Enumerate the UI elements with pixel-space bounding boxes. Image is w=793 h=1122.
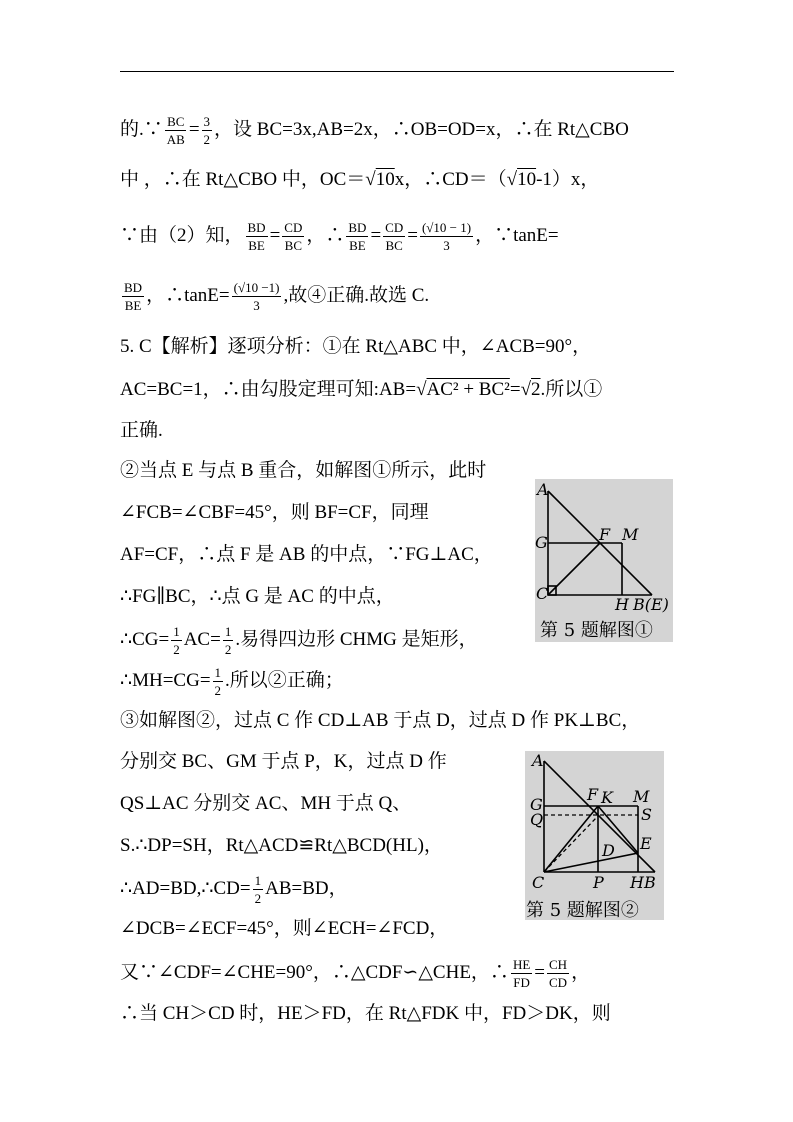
text-line-11: ∴FG∥BC，∴点 G 是 AC 的中点， bbox=[120, 586, 395, 607]
label-s: S bbox=[641, 805, 652, 824]
fraction: $\frac{1}{2}$ bbox=[224, 624, 232, 657]
label-a: A bbox=[537, 480, 549, 499]
fraction: $\frac{BD}{BE}$ bbox=[124, 280, 143, 313]
label-k: K bbox=[601, 788, 613, 807]
label-c: C bbox=[536, 584, 549, 603]
label-b: B(E) bbox=[633, 595, 669, 614]
label-f: F bbox=[599, 525, 611, 544]
text-line-1: 的.∵ $\frac{BC}{AB}$ = $\frac{3}{2}$ ，设 BC=3x,AB=2x，∴OB=OD=x，∴在 Rt△CBO bbox=[120, 114, 629, 147]
label-a: A bbox=[532, 751, 544, 770]
label-m: M bbox=[622, 525, 639, 544]
figure-2-caption: 第 5 题解图② bbox=[526, 900, 639, 921]
fraction: $\frac{HE}{FD}$ bbox=[512, 957, 531, 990]
fraction: $\frac{CD}{BC}$ bbox=[385, 220, 404, 253]
label-h: H bbox=[630, 873, 644, 892]
fraction: $\frac{CH}{CD}$ bbox=[549, 957, 568, 990]
fraction: $\frac{3}{2}$ bbox=[203, 114, 211, 147]
header-rule bbox=[120, 71, 674, 72]
fraction: $\frac{BD}{BE}$ bbox=[348, 220, 367, 253]
fraction: $\frac{BD}{BE}$ bbox=[247, 220, 266, 253]
text-line-3: ∵由（2）知， $\frac{BD}{BE}$ = $\frac{CD}{BC}$ ，∴ $\frac{BD}{BE}$ = $\frac{CD}{BC}$ = $\frac{(√10 - 1)}{3}$ ，∵tanE= bbox=[120, 220, 559, 253]
label-h: H bbox=[615, 595, 629, 614]
text-line-12: ∴CG= $\frac{1}{2}$ AC= $\frac{1}{2}$ .易得四边形 CHMG 是矩形， bbox=[120, 624, 478, 657]
figure-2-diagram bbox=[525, 751, 664, 920]
label-e: E bbox=[640, 834, 652, 853]
fraction: $\frac{(√10 - 1)}{3}$ bbox=[421, 220, 472, 253]
text-line-16: QS⊥AC 分别交 AC、MH 于点 Q、 bbox=[120, 793, 412, 814]
figure-1-caption: 第 5 题解图① bbox=[540, 620, 653, 641]
fraction: $\frac{BC}{AB}$ bbox=[166, 114, 185, 147]
text-line-17: S.∴DP=SH，Rt△ACD≌Rt△BCD(HL)， bbox=[120, 835, 443, 856]
label-c: C bbox=[532, 873, 545, 892]
label-m: M bbox=[633, 787, 650, 806]
fraction: $\frac{1}{2}$ bbox=[254, 873, 262, 906]
fraction: $\frac{CD}{BC}$ bbox=[284, 220, 303, 253]
text-line-15: 分别交 BC、GM 于点 P，K，过点 D 作 bbox=[120, 751, 447, 772]
fraction: $\frac{(√10 -1)}{3}$ bbox=[233, 280, 280, 313]
label-b: B bbox=[644, 873, 656, 892]
figure-1 bbox=[535, 479, 673, 642]
label-p: P bbox=[593, 873, 604, 892]
label-q: Q bbox=[530, 810, 544, 829]
text-line-8: ②当点 E 与点 B 重合，如解图①所示，此时 bbox=[120, 460, 487, 481]
text-line-10: AF=CF，∴点 F 是 AB 的中点，∵FG⊥AC， bbox=[120, 544, 493, 565]
figure-2 bbox=[525, 751, 664, 920]
text-line-4: $\frac{BD}{BE}$ ，∴tanE= $\frac{(√10 -1)}{3}$ ,故④正确.故选 C. bbox=[124, 280, 430, 313]
text-line-20: 又∵∠CDF=∠CHE=90°，∴△CDF∽△CHE，∴ $\frac{HE}{FD}$ = $\frac{CH}{CD}$ ， bbox=[120, 957, 591, 990]
label-g: G bbox=[530, 795, 543, 814]
text-line-5: 5. C【解析】逐项分析：①在 Rt△ABC 中，∠ACB=90°， bbox=[120, 336, 592, 357]
label-d: D bbox=[602, 841, 615, 860]
text-line-14: ③如解图②，过点 C 作 CD⊥AB 于点 D，过点 D 作 PK⊥BC， bbox=[120, 710, 641, 731]
text-line-6: AC=BC=1，∴由勾股定理可知:AB=√AC² + BC²=√2.所以① bbox=[120, 379, 603, 400]
label-g: G bbox=[535, 533, 548, 552]
label-f: F bbox=[587, 785, 599, 804]
text-line-9: ∠FCB=∠CBF=45°，则 BF=CF，同理 bbox=[120, 502, 429, 523]
text-line-13: ∴MH=CG= $\frac{1}{2}$ .所以②正确； bbox=[120, 665, 344, 698]
text-line-7: 正确. bbox=[120, 420, 163, 441]
text-line-2: 中 ，∴在 Rt△CBO 中，OC＝√10x，∴CD＝（√10-1）x， bbox=[120, 169, 600, 190]
fraction: $\frac{1}{2}$ bbox=[214, 665, 222, 698]
text-line-19: ∠DCB=∠ECF=45°，则∠ECH=∠FCD， bbox=[120, 918, 449, 939]
segment-cd-dashed bbox=[544, 816, 598, 872]
text-line-21: ∴当 CH＞CD 时，HE＞FD，在 Rt△FDK 中，FD＞DK，则 bbox=[120, 1003, 611, 1024]
text-line-18: ∴AD=BD,∴CD= $\frac{1}{2}$ AB=BD， bbox=[120, 873, 348, 906]
fraction: $\frac{1}{2}$ bbox=[173, 624, 180, 657]
